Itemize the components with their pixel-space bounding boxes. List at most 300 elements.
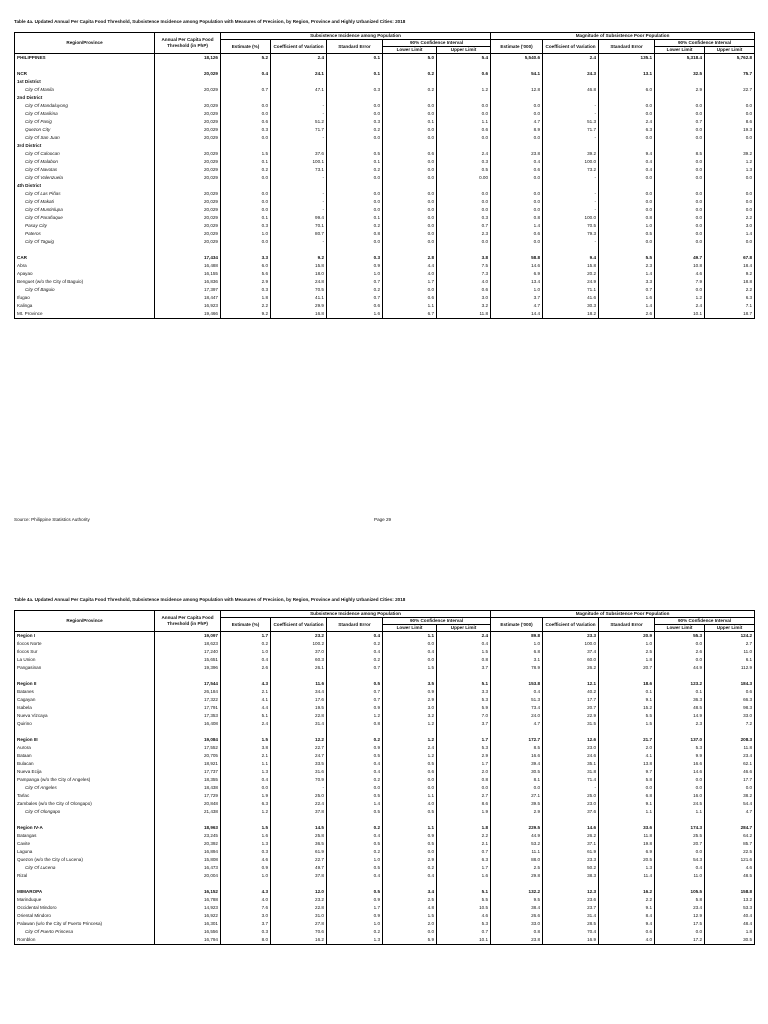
table-cell: 0.5 <box>327 888 383 896</box>
header-se: Standard Error <box>327 40 383 54</box>
table-cell: 39.5 <box>491 800 543 808</box>
table-cell: 0.0 <box>383 198 437 206</box>
table-cell: 0.7 <box>327 294 383 302</box>
table-cell: 0.0 <box>383 230 437 238</box>
table-cell: 0.0 <box>383 640 437 648</box>
table-cell: 22.7 <box>271 744 327 752</box>
table-cell: 23.2 <box>271 896 327 904</box>
row-label: 4th District <box>15 182 155 190</box>
table-cell: 0.2 <box>221 640 271 648</box>
table-cell: 0.5 <box>327 864 383 872</box>
table-cell: 2.5 <box>383 896 437 904</box>
table-cell: 5.0 <box>383 54 437 63</box>
table-cell: 2.9 <box>655 86 705 94</box>
row-label: Occidental Mindoro <box>15 904 155 912</box>
table-cell: 20,029 <box>155 214 221 222</box>
table-cell <box>437 816 491 824</box>
table-cell: 0.0 <box>705 206 755 214</box>
table-cell: 3.7 <box>221 920 271 928</box>
table-cell: 11.4 <box>599 872 655 880</box>
table-cell: 2.4 <box>599 118 655 126</box>
table-cell: 20.2 <box>543 270 599 278</box>
table-cell: 8.1 <box>491 776 543 784</box>
header-ci: 90% Confidence Interval <box>655 40 755 47</box>
table-cell: 55.3 <box>655 632 705 641</box>
table-cell: 38.3 <box>543 872 599 880</box>
table-cell: 0.1 <box>221 158 271 166</box>
table-cell: 1.6 <box>327 310 383 319</box>
table-cell: 0.0 <box>327 198 383 206</box>
table-cell <box>383 62 437 70</box>
table-cell: 0.9 <box>327 896 383 904</box>
table-cell: 71.4 <box>543 776 599 784</box>
table-cell: 0.1 <box>327 54 383 63</box>
table-cell: - <box>271 190 327 198</box>
table-cell: 20,029 <box>155 230 221 238</box>
table-cell <box>271 728 327 736</box>
table-row <box>15 254 755 262</box>
table-cell: 184.3 <box>705 680 755 688</box>
row-label: Quirino <box>15 720 155 728</box>
table-cell: 0.9 <box>327 744 383 752</box>
table-cell <box>599 880 655 888</box>
table-cell: 23.8 <box>491 150 543 158</box>
table-cell <box>655 672 705 680</box>
table-cell: 39.2 <box>543 150 599 158</box>
table-cell: 71.1 <box>543 286 599 294</box>
table-cell: 2.9 <box>437 752 491 760</box>
table-cell: 0.4 <box>491 688 543 696</box>
table-cell: 98.3 <box>705 704 755 712</box>
table-cell: 0.0 <box>383 158 437 166</box>
table-cell: 30.3 <box>543 302 599 310</box>
table-cell: 19.8 <box>599 840 655 848</box>
table-cell: 100.0 <box>543 640 599 648</box>
table-row <box>15 696 755 704</box>
table-cell <box>655 62 705 70</box>
table-cell: 3.3 <box>437 688 491 696</box>
table-cell: 1.4 <box>327 800 383 808</box>
table-cell: 22.7 <box>271 856 327 864</box>
table-cell: 0.0 <box>221 110 271 118</box>
table-row <box>15 86 755 94</box>
table-cell: 0.0 <box>383 110 437 118</box>
table-cell: 26.1 <box>271 664 327 672</box>
table-cell <box>383 880 437 888</box>
table-cell <box>327 728 383 736</box>
table-row <box>15 94 755 102</box>
table-row <box>15 54 755 63</box>
table-cell: 20.5 <box>599 856 655 864</box>
table-cell: 0.0 <box>655 198 705 206</box>
row-label: Bulacan <box>15 760 155 768</box>
table-row <box>15 294 755 302</box>
table-row <box>15 760 755 768</box>
table-cell: 0.3 <box>221 286 271 294</box>
table-cell: 73.4 <box>491 704 543 712</box>
table-cell: 8.9 <box>491 126 543 134</box>
table-cell: 70.4 <box>543 928 599 936</box>
table-row <box>15 928 755 936</box>
table-cell: - <box>543 784 599 792</box>
table-cell: 0.6 <box>491 230 543 238</box>
table-cell: 33.6 <box>599 824 655 832</box>
table-cell: 13.2 <box>705 896 755 904</box>
table-cell: 0.0 <box>383 656 437 664</box>
table-cell: 208.3 <box>705 736 755 744</box>
table-cell: 137.0 <box>655 736 705 744</box>
table-cell: 0.4 <box>383 648 437 656</box>
table-cell <box>437 672 491 680</box>
table-cell: 17,544 <box>155 680 221 688</box>
table-cell <box>383 816 437 824</box>
table-cell <box>15 246 155 254</box>
table-cell <box>155 142 221 150</box>
table-cell: 9.1 <box>599 904 655 912</box>
table-cell: 5,762.8 <box>705 54 755 63</box>
table-cell: 0.5 <box>327 792 383 800</box>
table-cell: 2.1 <box>437 840 491 848</box>
table-cell: 9.7 <box>599 768 655 776</box>
table-cell: 7.6 <box>221 904 271 912</box>
row-label: City Of Puerto Princesa <box>15 928 155 936</box>
table-cell: 32.5 <box>655 70 705 78</box>
table-cell: 0.0 <box>655 134 705 142</box>
table-cell: 8.6 <box>437 800 491 808</box>
table-cell <box>327 142 383 150</box>
table-cell: 0.0 <box>705 102 755 110</box>
table-row <box>15 808 755 816</box>
table-row <box>15 896 755 904</box>
table-cell: 153.8 <box>491 680 543 688</box>
table-cell: 2.8 <box>383 254 437 262</box>
table-cell: 0.5 <box>327 808 383 816</box>
table-cell: 3.0 <box>437 294 491 302</box>
table-cell: 18.4 <box>705 262 755 270</box>
table-cell: 71.7 <box>543 126 599 134</box>
table-cell: 17.7 <box>543 696 599 704</box>
table-cell: 16,836 <box>155 278 221 286</box>
spacer-row <box>15 816 755 824</box>
table-cell <box>155 182 221 190</box>
table-cell: 17,322 <box>155 696 221 704</box>
table-cell: 61.9 <box>271 848 327 856</box>
table-cell: 1.8 <box>705 928 755 936</box>
table-cell: 0.6 <box>383 150 437 158</box>
table-cell: 0.0 <box>437 238 491 246</box>
table-cell: 0.7 <box>437 222 491 230</box>
table-cell: 23.4 <box>705 752 755 760</box>
table-cell: 20,848 <box>155 800 221 808</box>
table-body <box>15 632 755 945</box>
table-cell <box>271 672 327 680</box>
table-cell: 0.4 <box>383 872 437 880</box>
table-cell: 0.0 <box>705 238 755 246</box>
table-cell: 37.1 <box>543 840 599 848</box>
table-body <box>15 54 755 319</box>
table-cell: 1.9 <box>221 792 271 800</box>
table-cell: 0.7 <box>327 664 383 672</box>
table-cell <box>271 94 327 102</box>
table-cell: 71.7 <box>271 126 327 134</box>
table-cell: 20.7 <box>543 704 599 712</box>
table-row <box>15 744 755 752</box>
table-cell: 10.1 <box>655 310 705 319</box>
table-cell: 5.8 <box>599 776 655 784</box>
table-cell: 9.2 <box>271 254 327 262</box>
table-cell <box>155 672 221 680</box>
table-cell: 0.6 <box>705 688 755 696</box>
table-cell: 70.1 <box>271 222 327 230</box>
table-cell <box>383 78 437 86</box>
table-cell: 0.0 <box>383 784 437 792</box>
header-upper: Upper Limit <box>705 47 755 54</box>
table-cell: 0.0 <box>491 238 543 246</box>
row-label: La Union <box>15 656 155 664</box>
table-cell: 0.0 <box>599 190 655 198</box>
table-cell: 46.6 <box>705 768 755 776</box>
row-label: City Of Lucena <box>15 864 155 872</box>
header-incidence-group: Subsistence Incidence among Population <box>221 611 491 618</box>
table-cell: 0.0 <box>383 174 437 182</box>
table-cell: 35.1 <box>543 760 599 768</box>
row-label: Cavite <box>15 840 155 848</box>
table-cell: 31.4 <box>543 912 599 920</box>
table-cell: 8.5 <box>491 744 543 752</box>
table-cell: 54.1 <box>491 70 543 78</box>
table-cell: - <box>543 206 599 214</box>
header-estimate-000: Estimate ('000) <box>491 618 543 632</box>
header-cv: Coefficient of Variation <box>271 40 327 54</box>
table-cell: 0.5 <box>327 752 383 760</box>
table-cell: 0.3 <box>437 214 491 222</box>
row-label: Zambales (w/o the City of Olongapo) <box>15 800 155 808</box>
table-cell: 89.8 <box>491 632 543 641</box>
table-cell <box>543 94 599 102</box>
table-cell: 14.9 <box>655 712 705 720</box>
table-cell: 53.3 <box>705 904 755 912</box>
table-cell: - <box>543 102 599 110</box>
table-cell: 0.0 <box>655 656 705 664</box>
table-cell <box>271 142 327 150</box>
table-cell: 0.0 <box>655 784 705 792</box>
table-row <box>15 302 755 310</box>
table-cell <box>221 816 271 824</box>
table-cell: 16.6 <box>491 752 543 760</box>
table-cell: 2.9 <box>383 856 437 864</box>
table-cell: 132.2 <box>491 888 543 896</box>
table-cell: 0.6 <box>437 70 491 78</box>
table-cell: 40.2 <box>543 688 599 696</box>
table-cell: 123.2 <box>655 680 705 688</box>
table-cell: 20,029 <box>155 238 221 246</box>
table-cell: 0.0 <box>437 206 491 214</box>
table-cell: 70.6 <box>271 928 327 936</box>
table-cell: 16.8 <box>271 310 327 319</box>
table-cell: 11.8 <box>705 744 755 752</box>
table-cell: 0.9 <box>383 688 437 696</box>
table-cell: 18,355 <box>155 776 221 784</box>
table-cell: 0.0 <box>491 784 543 792</box>
table-cell: 0.0 <box>655 158 705 166</box>
table-cell: 1.8 <box>437 824 491 832</box>
table-cell: 9.5 <box>491 896 543 904</box>
table-row <box>15 848 755 856</box>
table-cell: 7.9 <box>655 278 705 286</box>
table-cell: 25.8 <box>271 832 327 840</box>
table-cell: 23.4 <box>655 904 705 912</box>
table-cell: 0.0 <box>491 110 543 118</box>
table-cell: 0.8 <box>327 720 383 728</box>
table-cell: 10.5 <box>437 904 491 912</box>
table-cell <box>599 728 655 736</box>
table-cell <box>327 94 383 102</box>
table-cell: 0.0 <box>437 134 491 142</box>
table-cell: 39.4 <box>491 760 543 768</box>
table-cell: 0.7 <box>437 848 491 856</box>
table-cell: 1.8 <box>221 294 271 302</box>
table-cell: 20,029 <box>155 102 221 110</box>
table-cell: 8.0 <box>221 936 271 945</box>
table-cell: - <box>271 206 327 214</box>
table-cell: 1.2 <box>383 720 437 728</box>
table-cell: 6.8 <box>599 792 655 800</box>
table-cell: 17,434 <box>155 254 221 262</box>
table-cell <box>221 880 271 888</box>
table-row <box>15 840 755 848</box>
table-cell: 100.0 <box>543 158 599 166</box>
table-cell: 75.7 <box>705 70 755 78</box>
table-cell: 88.0 <box>491 856 543 864</box>
table-cell: - <box>271 110 327 118</box>
table-cell: 0.4 <box>221 776 271 784</box>
table-cell: 0.9 <box>327 912 383 920</box>
table-cell: 48.4 <box>705 920 755 928</box>
table-cell: 100.1 <box>271 158 327 166</box>
table-cell: 0.4 <box>599 166 655 174</box>
table-cell: 0.7 <box>327 278 383 286</box>
table-cell: 0.3 <box>221 848 271 856</box>
table-cell: 0.3 <box>327 254 383 262</box>
table-cell: 22.4 <box>271 800 327 808</box>
table-cell: 12.3 <box>543 888 599 896</box>
table-row <box>15 864 755 872</box>
table-cell: 0.1 <box>221 214 271 222</box>
row-label: City Of Baguio <box>15 286 155 294</box>
table-cell: 1.2 <box>655 294 705 302</box>
table-cell: - <box>543 190 599 198</box>
table-cell: 0.0 <box>705 174 755 182</box>
table-row <box>15 680 755 688</box>
table-cell: 16,301 <box>155 920 221 928</box>
table-cell: 0.0 <box>327 110 383 118</box>
table-row <box>15 190 755 198</box>
table-cell: 5.1 <box>437 680 491 688</box>
table-row <box>15 78 755 86</box>
table-cell: 10.8 <box>655 262 705 270</box>
table-cell <box>327 246 383 254</box>
table-cell <box>543 246 599 254</box>
table-cell: 18,921 <box>155 760 221 768</box>
table-cell: - <box>271 238 327 246</box>
table-cell: 0.4 <box>491 158 543 166</box>
table-cell: 0.2 <box>327 736 383 744</box>
table-cell: 25.0 <box>543 792 599 800</box>
header-lower: Lower Limit <box>383 625 437 632</box>
table-cell: 6.9 <box>599 848 655 856</box>
header-lower: Lower Limit <box>655 625 705 632</box>
table-cell: 0.0 <box>655 848 705 856</box>
table-cell: 11.1 <box>491 848 543 856</box>
table-cell: 9.4 <box>599 150 655 158</box>
table-cell: 39.2 <box>705 150 755 158</box>
table-cell: 79.3 <box>543 230 599 238</box>
table-cell: - <box>543 238 599 246</box>
data-table <box>14 32 755 319</box>
table-cell: 2.1 <box>221 752 271 760</box>
table-cell: 0.0 <box>221 134 271 142</box>
row-label: Quezon (w/o the City of Lucena) <box>15 856 155 864</box>
table-cell: 1.6 <box>221 832 271 840</box>
table-cell: 3.0 <box>705 222 755 230</box>
table-cell: 135.1 <box>599 54 655 63</box>
table-cell: 5.1 <box>221 712 271 720</box>
table-cell: 6.7 <box>383 310 437 319</box>
table-cell: 3.8 <box>437 254 491 262</box>
table-cell: 5.4 <box>437 54 491 63</box>
table-cell <box>271 62 327 70</box>
table-cell: 0.4 <box>327 768 383 776</box>
table-cell <box>491 142 543 150</box>
table-cell: 24.7 <box>271 752 327 760</box>
table-cell: 1.0 <box>327 920 383 928</box>
table-cell: 0.0 <box>655 102 705 110</box>
table-cell <box>599 142 655 150</box>
row-label: Kalinga <box>15 302 155 310</box>
table-cell: 3.1 <box>491 656 543 664</box>
table-cell: 0.0 <box>437 198 491 206</box>
row-label: City Of Olongapo <box>15 808 155 816</box>
table-cell <box>491 816 543 824</box>
table-cell: 20.7 <box>599 664 655 672</box>
table-cell: 1.7 <box>437 736 491 744</box>
row-label: Region I <box>15 632 155 641</box>
table-cell: 2.1 <box>221 688 271 696</box>
table-cell: - <box>543 198 599 206</box>
header-threshold: Annual Per Capita Food Threshold (in PhP) <box>155 611 221 632</box>
table-cell: 1.1 <box>221 760 271 768</box>
table-cell: 1.1 <box>599 808 655 816</box>
table-cell: 0.4 <box>327 648 383 656</box>
table-cell: 1.3 <box>599 864 655 872</box>
table-cell: 2.9 <box>491 808 543 816</box>
header-ci: 90% Confidence Interval <box>383 618 491 625</box>
data-table <box>14 610 755 945</box>
table-cell: 25.0 <box>271 792 327 800</box>
table-cell: 21.7 <box>599 736 655 744</box>
table-cell: 1.5 <box>383 912 437 920</box>
table-cell: 4.8 <box>383 904 437 912</box>
table-cell: 1.7 <box>437 760 491 768</box>
table-cell: 0.0 <box>221 238 271 246</box>
table-cell: 0.2 <box>383 864 437 872</box>
table-cell: 2.4 <box>437 632 491 641</box>
table-cell: 0.5 <box>327 840 383 848</box>
table-cell <box>543 880 599 888</box>
header-estimate-pct: Estimate (%) <box>221 618 271 632</box>
table-cell: 60.3 <box>271 656 327 664</box>
table-cell: 20,029 <box>155 222 221 230</box>
